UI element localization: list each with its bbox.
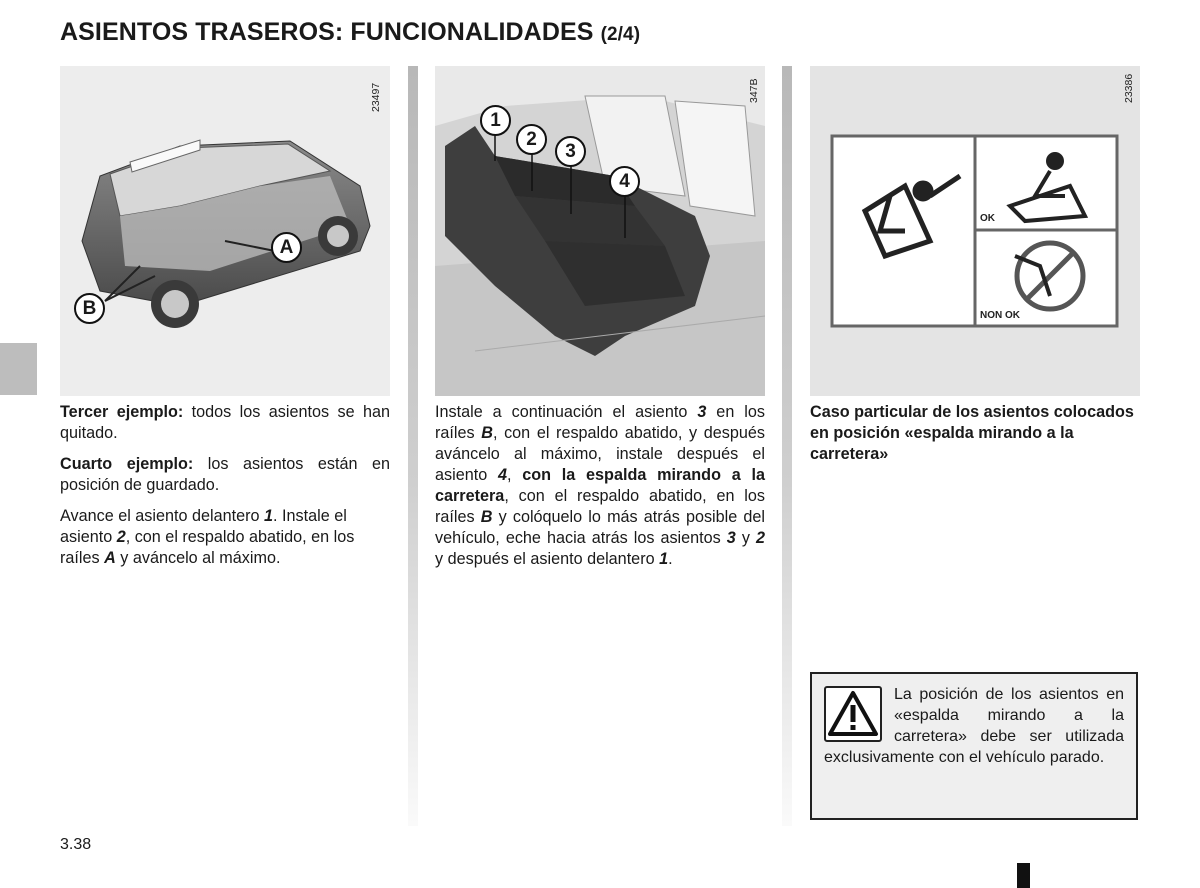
- seats-figure: [435, 66, 765, 396]
- special-case-heading: [810, 402, 1140, 465]
- text-fragment: , con el respaldo abatido, y después aváncelo al máximo, instale después el asiento: [435, 424, 765, 484]
- car-illustration: [60, 66, 390, 396]
- text-fragment: y aváncelo al máximo.: [115, 549, 281, 567]
- seat-number: 3: [726, 529, 736, 547]
- column-2-text: [435, 402, 765, 580]
- text-fragment: Instale a continuación el asiento: [435, 403, 698, 421]
- pictogram-figure: [810, 66, 1140, 396]
- seat-number: 1: [264, 507, 274, 525]
- special-case-heading-text: Caso particular de los asientos colocados en posición «espalda mirando a la carretera»: [810, 403, 1134, 463]
- page-title-text: ASIENTOS TRASEROS: FUNCIONALIDADES: [60, 18, 594, 46]
- pictogram-figure-ref: 23386: [1123, 73, 1135, 103]
- non-ok-label: NON OK: [980, 310, 1020, 321]
- seat-number: 2: [116, 528, 126, 546]
- text-fragment: Avance el asiento delantero: [60, 507, 264, 525]
- instructions-paragraph-1: [60, 506, 390, 569]
- car-rails-figure: [60, 66, 390, 396]
- ok-label: OK: [980, 213, 995, 224]
- fourth-example-paragraph: [60, 454, 390, 496]
- car-figure-ref: 23497: [370, 82, 382, 112]
- text-fragment: , con el respaldo abatido, en los raíles: [60, 528, 355, 567]
- text-fragment: , con el respaldo abatido, en los raíles: [435, 487, 765, 526]
- seat-marker-4: 4: [609, 166, 640, 197]
- column-divider-2: [782, 66, 792, 826]
- corner-marker: [1017, 863, 1030, 888]
- column-divider-1: [408, 66, 418, 826]
- seats-figure-ref: 347B: [748, 78, 760, 103]
- seat-orientation-pictogram: [810, 66, 1140, 396]
- seat-number: 1: [659, 550, 669, 568]
- rail-letter: B: [481, 424, 493, 442]
- third-example-text: todos los asientos se han quitado.: [60, 403, 390, 442]
- page-number: 3.38: [60, 836, 92, 853]
- warning-text: La posición de los asientos en «espalda mirando a la carretera» debe ser utilizada exclusivamente con el vehículo parado.: [824, 686, 1124, 766]
- text-fragment: y: [735, 529, 756, 547]
- warning-text-block: [824, 684, 1124, 768]
- text-fragment: y colóquelo lo más atrás posible del vehículo, eche hacia atrás los asientos: [435, 508, 765, 547]
- text-fragment: .: [668, 550, 673, 568]
- third-example-paragraph: [60, 402, 390, 444]
- page-part-indicator: (2/4): [600, 24, 641, 45]
- page-title: [60, 18, 640, 47]
- column-1-text: [60, 402, 390, 579]
- rail-marker-a: A: [271, 232, 302, 263]
- seat-number: 2: [755, 529, 765, 547]
- seat-marker-2: 2: [516, 124, 547, 155]
- rail-letter: A: [104, 549, 116, 567]
- seat-number: 3: [697, 403, 707, 421]
- text-fragment: y después el asiento delantero: [435, 550, 660, 568]
- rail-letter: B: [480, 508, 493, 526]
- warning-box: [810, 672, 1138, 820]
- rail-marker-b: B: [74, 293, 105, 324]
- instructions-paragraph-2: [435, 402, 765, 570]
- seat-marker-1: 1: [480, 105, 511, 136]
- text-fragment: ,: [506, 466, 523, 484]
- fourth-example-text: los asientos están en posición de guardado.: [60, 455, 390, 494]
- text-fragment: . Instale el asiento: [60, 507, 347, 546]
- text-fragment: en los raíles: [435, 403, 765, 442]
- third-example-label: Tercer ejemplo:: [60, 403, 184, 421]
- seat-number: 4: [497, 466, 507, 484]
- seat-marker-3: 3: [555, 136, 586, 167]
- column-3-text: [810, 402, 1140, 475]
- chapter-tab: [0, 343, 37, 395]
- emphasis-text: con la espalda mirando a la carretera: [435, 466, 765, 505]
- fourth-example-label: Cuarto ejemplo:: [60, 455, 194, 473]
